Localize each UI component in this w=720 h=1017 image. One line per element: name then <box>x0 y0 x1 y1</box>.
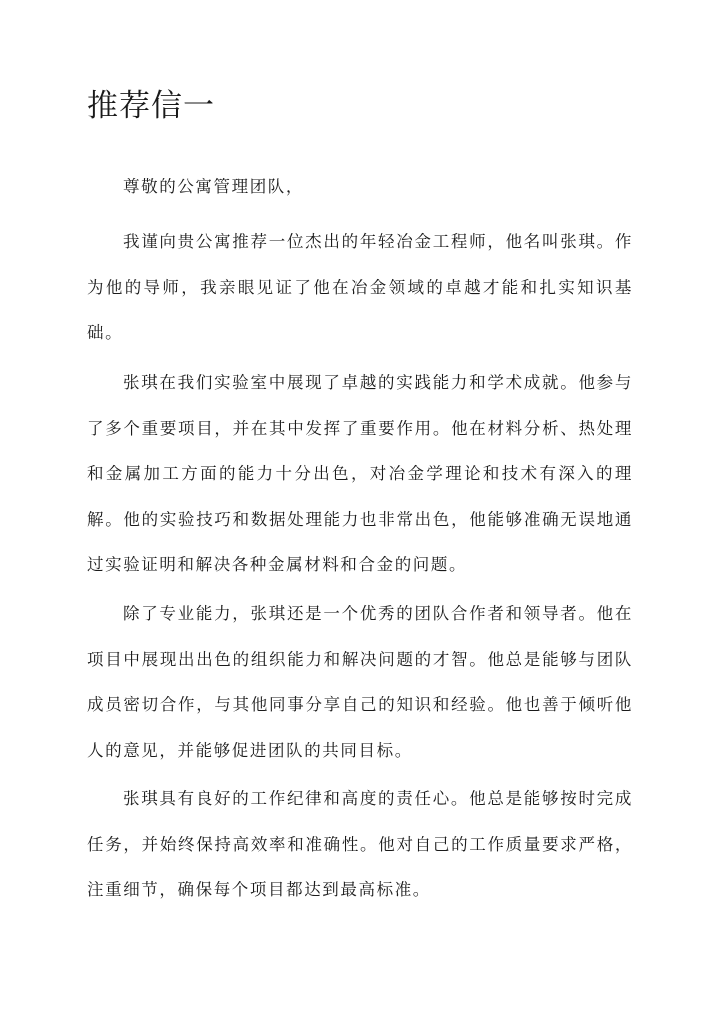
document-title: 推荐信一 <box>87 88 215 124</box>
paragraph-abilities: 张琪在我们实验室中展现了卓越的实践能力和学术成就。他参与了多个重要项目，并在其中发挥了重要作用。他在材料分析、热处理和金属加工方面的能力十分出色，对冶金学理论和技术有深入的理解。他的实验技巧和数据处理能力也非常出色，他能够准确无误地通过实验证明和解决各种金属材料和合金的问题。 <box>87 373 633 574</box>
paragraph-teamwork: 除了专业能力，张琪还是一个优秀的团队合作者和领导者。他在项目中展现出出色的组织能力和解决问题的才智。他总是能够与团队成员密切合作，与其他同事分享自己的知识和经验。他也善于倾听他人的意见，并能够促进团队的共同目标。 <box>87 604 633 760</box>
letter-greeting: 尊敬的公寓管理团队， <box>123 177 304 196</box>
paragraph-introduction: 我谨向贵公寓推荐一位杰出的年轻冶金工程师，他名叫张琪。作为他的导师，我亲眼见证了他在冶金领域的卓越才能和扎实知识基础。 <box>87 232 633 342</box>
paragraph-work-ethic: 张琪具有良好的工作纪律和高度的责任心。他总是能够按时完成任务，并始终保持高效率和准确性。他对自己的工作质量要求严格，注重细节，确保每个项目都达到最高标准。 <box>87 789 633 899</box>
